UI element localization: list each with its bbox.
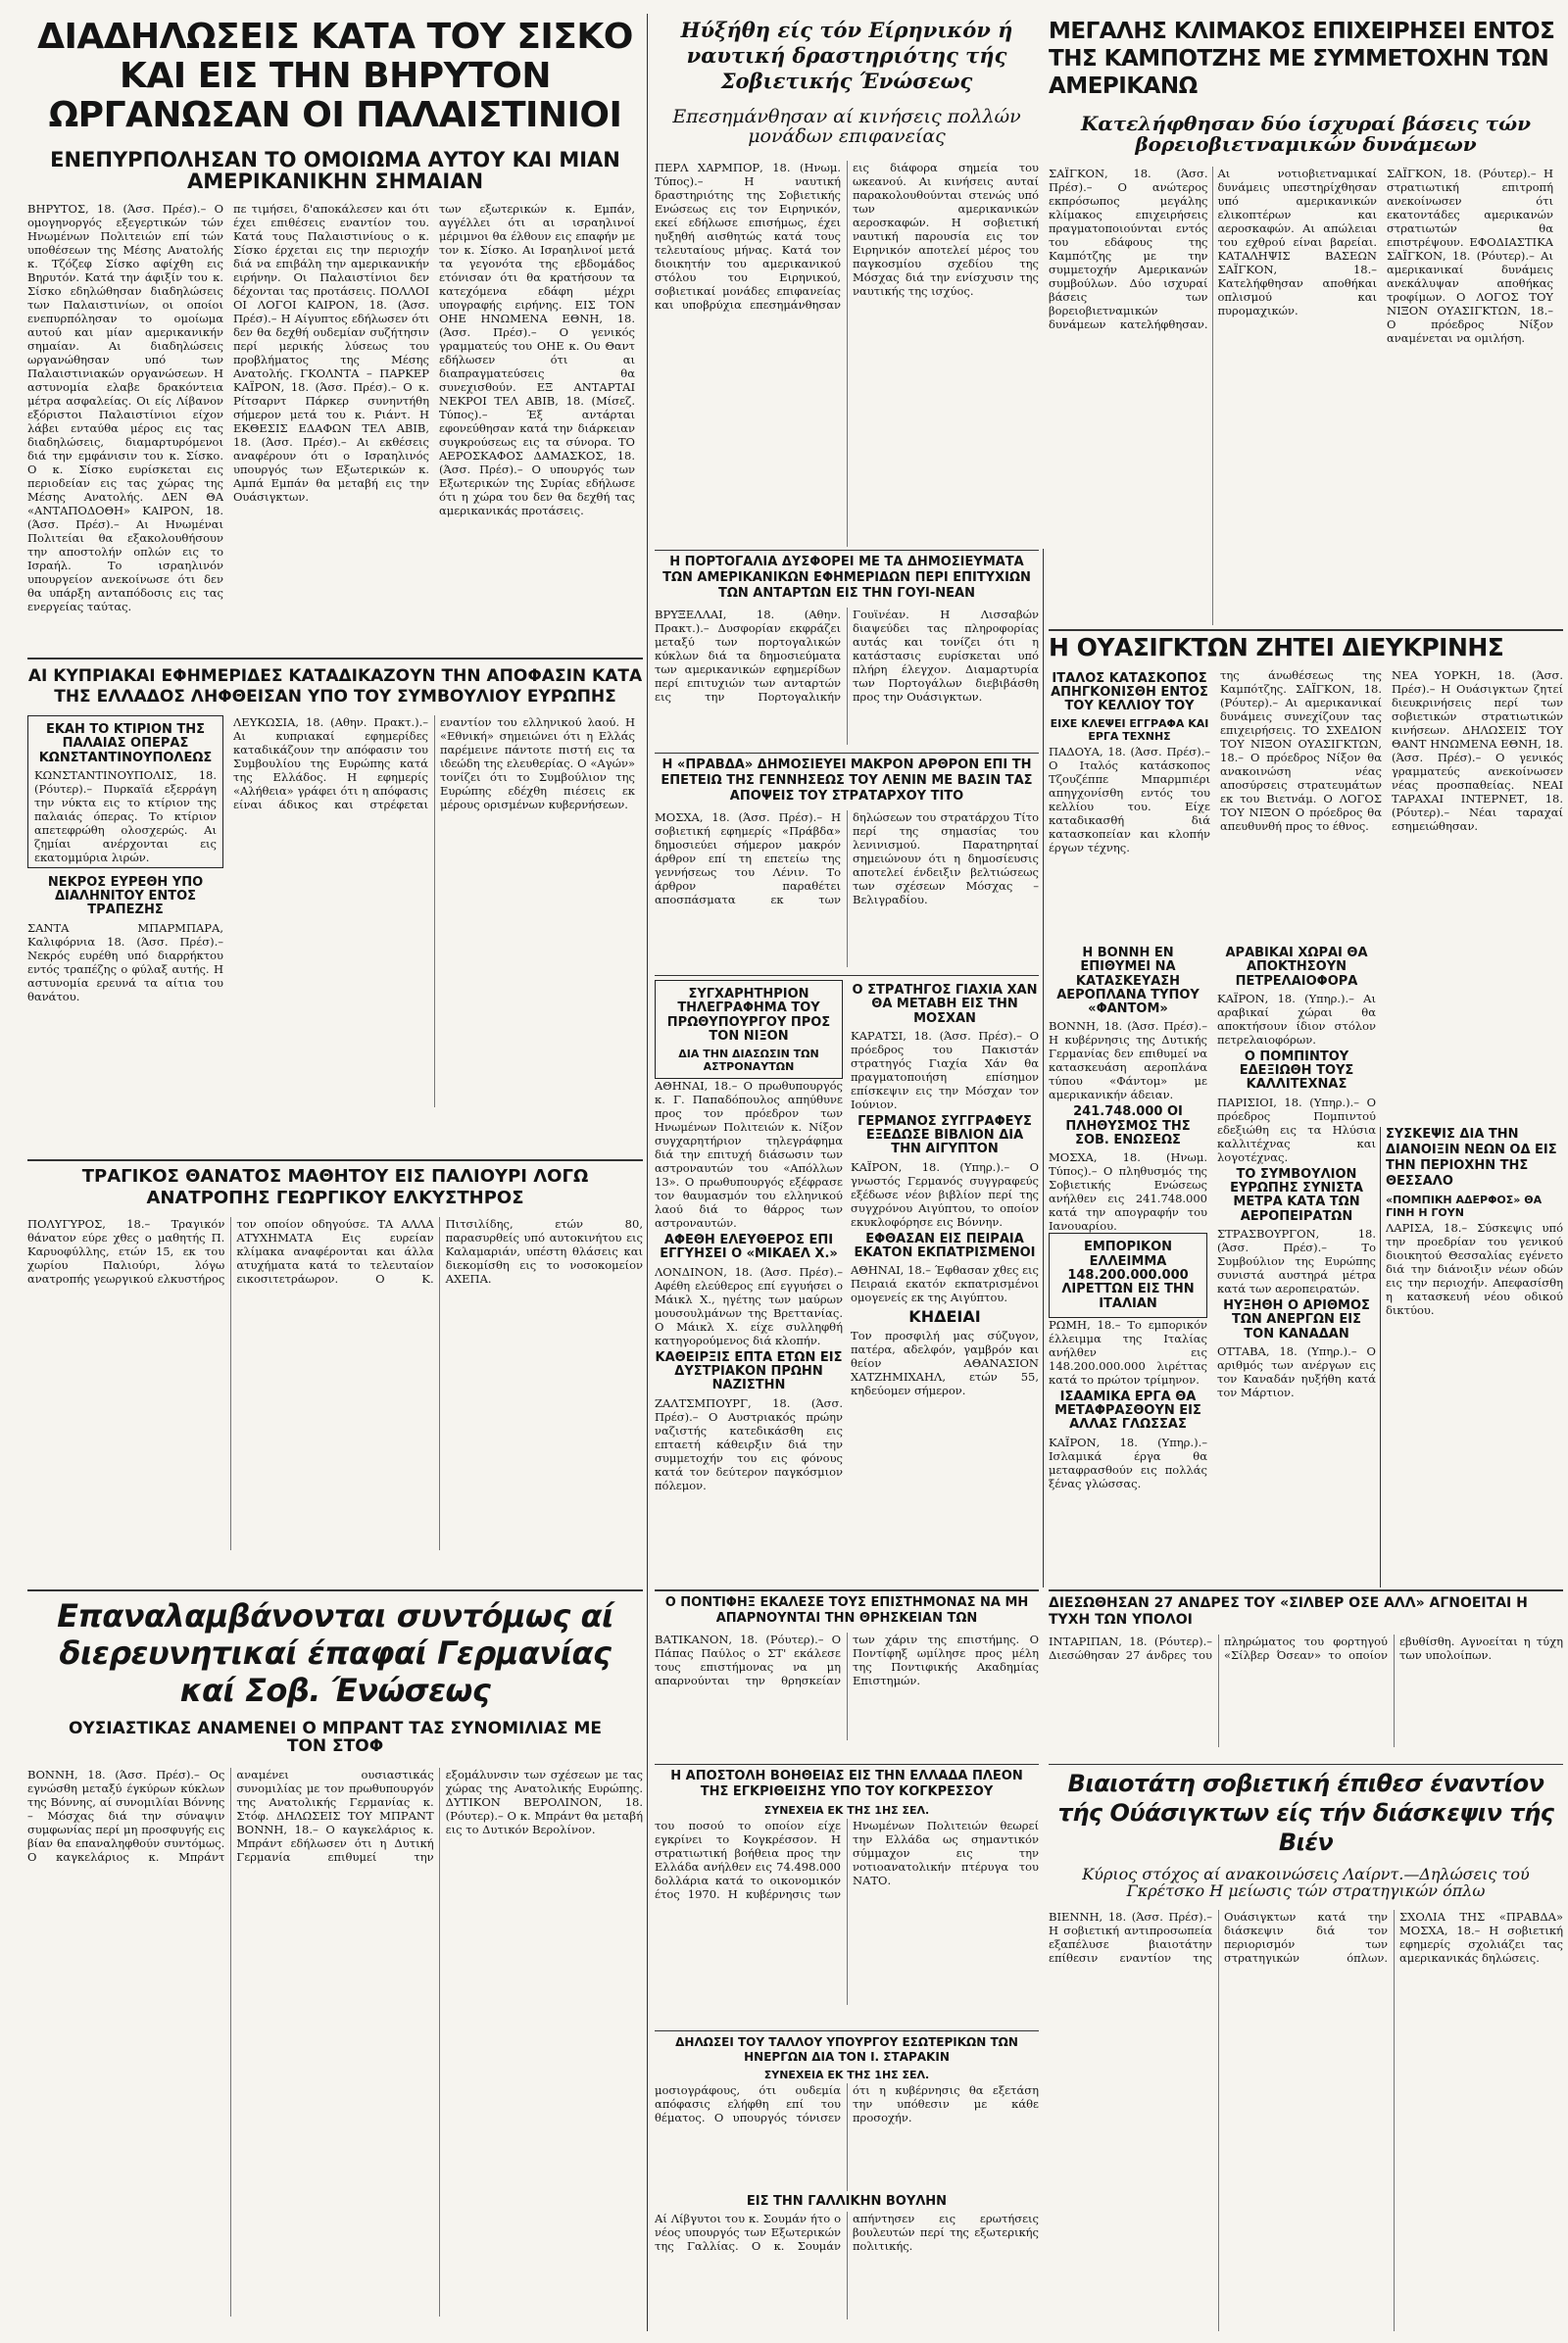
german-writer-headline: ΓΕΡΜΑΝΟΣ ΣΥΓΓΡΑΦΕΥΣ ΕΞΕΔΩΣΕ ΒΙΒΛΙΟΝ ΔΙΑ ΤΗΝ ΑΙΓΥΠΤΟΝ: [858, 1113, 1032, 1157]
greek-aid-story: [655, 1769, 1039, 2028]
minister-statement-headline: ΔΗΛΩΣΕΙ ΤΟΥ ΤΑΛΛΟΥ ΥΠΟΥΡΓΟΥ ΕΣΩΤΕΡΙΚΩΝ ΤΩΝ ΗΝΕΡΓΩΝ ΔΙΑ ΤΟΝ Ι. ΣΤΑΡΑΚΙΝ: [675, 2035, 1018, 2064]
pope-story: [655, 1595, 1039, 1762]
german-writer-body: ΚΑΪΡΟΝ, 18. (Υπηρ.).– Ο γνωστός Γερμανός συγγραφεύς εξέδωσε νέον βιβλίον περί της συγχρόνου Αιγύπτου, το οποίον εκυκλοφόρησε εις Βόννην.: [851, 1159, 1039, 1229]
bonn-moscow-subheadline: ΟΥΣΙΑΣΤΙΚΑΣ ΑΝΑΜΕΝΕΙ Ο ΜΠΡΑΝΤ ΤΑΣ ΣΥΝΟΜΙΛΙΑΣ ΜΕ ΤΟΝ ΣΤΟΦ: [68, 1719, 603, 1756]
greek-aid-headline: Η ΑΠΟΣΤΟΛΗ ΒΟΗΘΕΙΑΣ ΕΙΣ ΤΗΝ ΕΛΛΑΔΑ ΠΛΕΟΝ ΤΗΣ ΕΓΚΡΙΘΕΙΣΗΣ ΥΠΟ ΤΟΥ ΚΟΓΚΡΕΣΣΟΥ: [670, 1769, 1023, 1799]
col2-short-news: [655, 980, 1039, 1587]
divider: [27, 658, 643, 659]
soviet-population-body: ΜΟΣΧΑ, 18. (Ηνωμ. Τύπος).– Ο πληθυσμός της Σοβιετικής Ενώσεως ανήλθεν εις 241.748.000 κατά την απογραφήν του Ιανουαρίου.: [1049, 1150, 1207, 1234]
italian-spy-subheadline: ΕΙΧΕ ΚΛΕΨΕΙ ΕΓΓΡΑΦΑ ΚΑΙ ΕΡΓΑ ΤΕΧΝΗΣ: [1050, 717, 1209, 744]
divider: [655, 753, 1039, 754]
cyprus-body: ΛΕΥΚΩΣΙΑ, 18. (Αθην. Πρακτ.).– Αι κυπριακαί εφημερίδες καταδικάζουν την απόφασιν του Συμβουλίου της Ευρώπης κατά της Ελλάδος. Η εφημερίς «Αλήθεια» γράφει ότι η απόφασις είναι άδικος και στρέφεται εναντίον του ελληνικού λαού. Η «Εθνική» σημειώνει ότι η Ελλάς παρέμεινε πάντοτε πιστή εις τα ιδεώδη της ελευθερίας. Ο «Αγών» τονίζει ότι το Συμβούλιον της Ευρώπης εδέχθη πιέσεις εκ μέρους ορισμένων κυβερνήσεων.: [233, 715, 635, 811]
column-rule: [647, 14, 648, 2331]
sisko-body: ΒΗΡΥΤΟΣ, 18. (Άσσ. Πρέσ).– Ο ομογηνοργός εξεγερτικών τών Ηνωμένων Πολιτειών επί τών υποθέσεων της Μέσης Ανατολής κ. Τζόζεφ Σίσκο αφίχθη εις Βηρυτόν. Κατά την άφιξίν του κ. Σίσκο εδηλώθησαν διαδηλώσεις των Παλαιστινίων, οι οποίοι ενεπυρπόλησαν το ομοίωμα αυτού και μίαν αμερικανικήν σημαίαν. Αι διαδηλώσεις ωργανώθησαν υπό των Παλαιστινιακών οργανώσεων. Η αστυνομία ελαβε δρακόντεια μέτρα ασφαλείας. Οι είς Λίβανον εξόριστοι Παλαιστίνιοι είχον λάβει ενταύθα μέρος εις τας διαδηλώσεις, διαμαρτυρόμενοι διά την εμφάνισιν του κ. Σίσκο. Ο κ. Σίσκο ευρίσκεται εις περιοδείαν εις τας χώρας της Μέσης Ανατολής. ΔΕΝ ΘΑ «ΑΝΤΑΠΟΔΟΘΗ» ΚΑΙΡΟΝ, 18. (Άσσ. Πρέσ).– Αι Ηνωμέναι Πολιτείαι θα εξακολουθήσουν την αποστολήν οπλών εις το Ισραήλ. Το ισραηλινόν υπουργείον ανεκοίνωσε ότι δεν θα υπάρξη ανταπόδοσις εις τας ενεργείας ταύτας.: [27, 202, 223, 614]
divider: [1049, 1764, 1563, 1765]
canada-unemployment-body: ΟΤΤΑΒΑ, 18. (Υπηρ.).– Ο αριθμός των ανέργων εις τον Καναδάν ηυξήθη κατά τον Μάρτιον.: [1217, 1343, 1376, 1399]
washington-body-b: ΝΕΑ ΥΟΡΚΗ, 18. (Άσσ. Πρέσ).– Η Ουάσιγκτων ζητεί διευκρινήσεις περί των σοβιετικών στρατιωτικών κινήσεων. ΔΗΛΩΣΕΙΣ ΤΟΥ ΘΑΝΤ ΗΝΩΜΕΝΑ ΕΘΝΗ, 18. (Άσσ. Πρέσ).– Ο γενικός γραμματεύς ανεκοίνωσεν νέας προσπαθείας. ΝΕΑΙ ΤΑΡΑΧΑΙ ΙΝΤΕΡΝΕΤ, 18. (Ρόυτερ).– Νέαι ταραχαί εσημειώθησαν.: [1392, 667, 1563, 833]
yahya-khan-body: ΚΑΡΑΤΣΙ, 18. (Άσσ. Πρέσ).– Ο πρόεδρος του Πακιστάν στρατηγός Γιαχία Χάν θα πραγματοποιήση επίσημον επίσκεψιν εις την Μόσχαν τον Ιούνιον.: [851, 1028, 1039, 1111]
piraeus-arrivals-headline: ΕΦΘΑΣΑΝ ΕΙΣ ΠΕΙΡΑΙΑ ΕΚΑΤΟΝ ΕΚΠΑΤΡΙΣΜΕΝΟΙ: [854, 1231, 1036, 1261]
portugal-body: ΒΡΥΞΕΛΛΑΙ, 18. (Αθην. Πρακτ.).– Δυσφορίαν εκφράζει μεταξύ των πορτογαλικών κύκλων διά τα δημοσιεύματα των αμερικανικών εφημερίδων περί επιτυχιών των ανταρτών εις την Πορτογαλικήν Γουϊνέαν. Η Λισσαβών διαψεύδει τας πληροφορίας αυτάς και τονίζει ότι η κατάστασις ευρίσκεται υπό πλήρη έλεγχον. Διαμαρτυρία των Πορτογάλων διεβιβάσθη προς την Ουάσιγκτων.: [655, 608, 1039, 704]
italy-deficit-headline: ΕΜΠΟΡΙΚΟΝ ΕΛΛΕΙΜΜΑ 148.200.000.000 ΛΙΡΕΤΤΩΝ ΕΙΣ ΤΗΝ ΙΤΑΛΙΑΝ: [1061, 1240, 1195, 1311]
minister-statement-continued: ΣΥΝΕΧΕΙΑ ΕΚ ΤΗΣ 1ΗΣ ΣΕΛ.: [763, 2069, 930, 2081]
pompidou-body: ΠΑΡΙΣΙΟΙ, 18. (Υπηρ.).– Ο πρόεδρος Πομπιντού εδεξιώθη εις τα Ηλύσια καλλιτέχνας και λογοτέχνας.: [1217, 1095, 1376, 1164]
bonn-moscow-body: ΒΟΝΝΗ, 18. (Άσσ. Πρέσ).– Ος εγνώσθη μεταξύ έγκύρων κύκλων της Βόννης, αί συνομιλίαι Βόννης – Μόσχας διά την σύναψιν συμφωνίας περί μη προσφυγής εις βίαν θα επαναληφθούν συντόμως. Ο καγκελάριος κ. Μπράντ αναμένει ουσιαστικάς συνομιλίας με τον πρωθυπουργόν της Ανατολικής Γερμανίας κ. Στόφ. ΔΗΛΩΣΕΙΣ ΤΟΥ ΜΠΡΑΝΤ ΒΟΝΝΗ, 18.– Ο καγκελάριος κ. Μπράντ εδήλωσεν ότι η Δυτική Γερμανία επιθυμεί την εξομάλυνσιν των σχέσεων με τας χώρας της Ανατολικής Ευρώπης. ΔΥΤΙΚΟΝ ΒΕΡΟΛΙΝΟΝ, 18. (Ρόυτερ).– Ο κ. Μπράντ θα μεταβή εις το Δυτικόν Βερολίνον.: [27, 1767, 643, 1864]
pope-body: ΒΑΤΙΚΑΝΟΝ, 18. (Ρόυτερ).– Ο Πάπας Παύλος ο ΣΤ' εκάλεσε τους επιστήμονας να μη απαρνούνται την θρησκείαν των χάριν της επιστήμης. Ο Ποντίφηξ ωμίλησε προς μέλη της Ποντιφικής Ακαδημίας Επιστημών.: [655, 1633, 1039, 1687]
sisko-headline: ΔΙΑΔΗΛΩΣΕΙΣ ΚΑΤΑ ΤΟΥ ΣΙΣΚΟ ΚΑΙ ΕΙΣ ΤΗΝ ΒΗΡΥΤΟΝ ΩΡΓΑΝΩΣΑΝ ΟΙ ΠΑΛΑΙΣΤΙΝΙΟΙ: [37, 18, 633, 135]
vienna-subheadline: Κύριος στόχος αί ανακοινώσεις Λαίρντ.—Δηλώσεις τού Γκρέτσκο Η μείωσις τών στρατηγικών όπλω: [1082, 1865, 1530, 1900]
cyprus-story: [27, 666, 643, 1156]
cambodia-body: ΣΑΪΓΚΟΝ, 18. (Άσσ. Πρέσ).– Ο ανώτερος εκπρόσωπος μεγάλης κλίμακος επιχειρήσεις πραγματοποιούνται εντός του εδάφους της Καμπότζης με την συμμετοχήν Αμερικανών συμβούλων. Δύο ισχυραί βάσεις των βορειοβιετναμικών δυνάμεων κατελήφθησαν. Αι νοτιοβιετναμικαί δυνάμεις υπεστηρίχθησαν υπό αμερικανικών ελικοπτέρων και αεροσκαφών. Αι απώλειαι του εχθρού είναι βαρείαι. ΚΑΤΑΛΗΨΙΣ ΒΑΣΕΩΝ ΣΑΪΓΚΟΝ, 18.– Κατελήφθησαν αποθήκαι οπλισμού και πυρομαχικών.: [1049, 167, 1377, 331]
sisko-body-c: των εξωτερικών κ. Εμπάν, αγγέλλει ότι αι ισραηλινοί μέριμνοι θα έλθουν εις επαφήν με τον κ. Σίσκο. Αι Ισραηλινοί μετά τα γεγονότα της εβδομάδος ετόνισαν ότι θα κρατήσουν τα κατεχόμενα εδάφη μέχρι υπογραφής ειρήνης. ΕΙΣ ΤΟΝ ΟΗΕ ΗΝΩΜΕΝΑ ΕΘΝΗ, 18. (Άσσ. Πρέσ).– Ο γενικός γραμματεύς του ΟΗΕ κ. Ου Θαντ εδήλωσεν ότι αι διαπραγματεύσεις θα συνεχισθούν. ΕΞ ΑΝΤΑΡΤΑΙ ΝΕΚΡΟΙ ΤΕΛ ΑΒΙΒ, 18. (Μίσεζ. Τύπος).– Έξ αντάρται εφονεύθησαν κατά την διάρκειαν συγκρούσεως εις τα σύνορα. ΤΟ ΑΕΡΟΣΚΑΦΟΣ ΔΑΜΑΣΚΟΣ, 18. (Άσσ. Πρέσ).– Ο υπουργός των Εξωτερικών της Συρίας εδήλωσε ότι η χώρα του δεν θα δεχθή τας αμερικανικάς προτάσεις.: [439, 202, 635, 518]
michael-x-body: ΛΟΝΔΙΝΟΝ, 18. (Άσσ. Πρέσ).– Αφέθη ελεύθερος επί εγγυήσει ο Μάικλ Χ., ηγέτης των μαύρων μουσουλμάνων της Βρεττανίας. Ο Μάικλ Χ. είχε συλληφθή κατηγορούμενος διά κλοπήν.: [655, 1264, 843, 1347]
greek-aid-continued: ΣΥΝΕΧΕΙΑ ΕΚ ΤΗΣ 1ΗΣ ΣΕΛ.: [763, 1804, 930, 1817]
vienna-body: ΒΙΕΝΝΗ, 18. (Άσσ. Πρέσ).– Η σοβιετική αντιπροσωπεία εξαπέλυσε βιαιοτάτην επίθεσιν εναντίον της Ουάσιγκτων κατά την διάσκεψιν διά τον περιορισμόν των στρατηγικών όπλων. ΣΧΟΛΙΑ ΤΗΣ «ΠΡΑΒΔΑ» ΜΟΣΧΑ, 18.– Η σοβιετική εφημερίς σχολιάζει τας αμερικανικάς δηλώσεις.: [1049, 1909, 1563, 1965]
silver-ocean-story: [1049, 1595, 1563, 1762]
soviet-navy-subheadline: Επεσημάνθησαν αί κινήσεις πολλών μονάδων επιφανείας: [672, 106, 1021, 147]
divider: [655, 550, 1039, 551]
cambodia-subheadline: Κατελήφθησαν δύο ίσχυραί βάσεις τών βορειοβιετναμικών δυνάμεων: [1081, 112, 1531, 156]
portugal-headline: Η ΠΟΡΤΟΓΑΛΙΑ ΔΥΣΦΟΡΕΙ ΜΕ ΤΑ ΔΗΜΟΣΙΕΥΜΑΤΑ ΤΩΝ ΑΜΕΡΙΚΑΝΙΚΩΝ ΕΦΗΜΕΡΙΔΩΝ ΠΕΡΙ ΕΠΙΤΥΧΙΩΝ ΤΩΝ ΑΝΤΑΡΤΩΝ ΕΙΣ ΤΗΝ ΓΟΥΙ-ΝΕΑΝ: [662, 555, 1031, 601]
arab-tankers-body: ΚΑΪΡΟΝ, 18. (Υπηρ.).– Αι αραβικαί χώραι θα αποκτήσουν ίδιον στόλον πετρελαιοφόρων.: [1217, 991, 1376, 1047]
italy-deficit-body: ΡΩΜΗ, 18.– Το εμπορικόν έλλειμμα της Ιταλίας ανήλθεν εις 148.200.000.000 λιρέττας κατά το πρώτον τρίμηνον.: [1049, 1317, 1207, 1387]
column-rule: [1380, 1127, 1381, 1587]
col3-short-news: [1049, 943, 1377, 1589]
cambodia-headline: ΜΕΓΑΛΗΣ ΚΛΙΜΑΚΟΣ ΕΠΙΧΕΙΡΗΣΕΙ ΕΝΤΟΣ ΤΗΣ ΚΑΜΠΟΤΖΗΣ ΜΕ ΣΥΜΜΕΤΟΧΗΝ ΤΩΝ ΑΜΕΡΙΚΑΝΩ: [1049, 19, 1555, 99]
student-body: ΠΟΛΥΓΥΡΟΣ, 18.– Τραγικόν θάνατον εύρε χθες ο μαθητής Π. Καρυοφύλλης, ετών 15, εκ του χωρίου Παλιούρι, λόγω ανατροπής γεωργικού ελκυστήρος τον οποίον οδηγούσε. ΤΑ ΑΛΛΑ ΑΤΥΧΗΜΑΤΑ Εις ευρείαν κλίμακα αναφέρονται και άλλα ατυχήματα κατά το τελευταίον εικοσιτετράωρον. Ο Κ. Πιτσιλίδης, ετών 80, παρασυρθείς υπό αυτοκινήτου εις Καλαμαριάν, υπέστη θλάσεις και διεκομίσθη εις το νοσοκομείον ΑΧΕΠΑ.: [27, 1217, 643, 1286]
student-headline: ΤΡΑΓΙΚΟΣ ΘΑΝΑΤΟΣ ΜΑΘΗΤΟΥ ΕΙΣ ΠΑΛΙΟΥΡΙ ΛΟΓΩ ΑΝΑΤΡΟΠΗΣ ΓΕΩΡΓΙΚΟΥ ΕΛΚΥΣΤΗΡΟΣ: [81, 1166, 589, 1208]
thessaly-headline: ΣΥΣΚΕΨΙΣ ΔΙΑ ΤΗΝ ΔΙΑΝΟΙΞΙΝ ΝΕΩΝ ΟΔ ΕΙΣ ΤΗΝ ΠΕΡΙΟΧΗΝ ΤΗΣ ΘΕΣΣΑΛΟ: [1386, 1127, 1557, 1189]
pope-headline: Ο ΠΟΝΤΙΦΗΞ ΕΚΑΛΕΣΕ ΤΟΥΣ ΕΠΙΣΤΗΜΟΝΑΣ ΝΑ ΜΗ ΑΠΑΡΝΟΥΝΤΑΙ ΤΗΝ ΘΡΗΣΚΕΙΑΝ ΤΩΝ: [664, 1595, 1029, 1626]
washington-body: της άνωθέσεως της Καμπότζης. ΣΑΪΓΚΟΝ, 18. (Ρόυτερ).– Αι αμερικανικαί δυνάμεις συνεχίζουν τας επιχειρήσεις. ΤΟ ΣΧΕΔΙΟΝ ΤΟΥ ΝΙΞΟΝ ΟΥΑΣΙΓΚΤΩΝ, 18.– Ο πρόεδρος Νίξον θα ανακοινώση νέας αποσύρσεις στρατευμάτων εκ του Βιετνάμ. Ο ΛΟΓΟΣ ΤΟΥ ΝΙΞΟΝ Ο πρόεδρος θα απευθυνθή προς το έθνος.: [1220, 667, 1382, 833]
phantom-headline: Η ΒΟΝΝΗ ΕΝ ΕΠΙΘΥΜΕΙ ΝΑ ΚΑΤΑΣΚΕΥΑΣΗ ΑΕΡΟΠΛΑΝΑ ΤΥΠΟΥ «ΦΑΝΤΟΜ»: [1056, 946, 1200, 1017]
washington-headline: Η ΟΥΑΣΙΓΚΤΩΝ ΖΗΤΕΙ ΔΙΕΥΚΡΙΝΗΣ: [1049, 635, 1504, 661]
nazi-sentence-body: ΖΑΛΤΣΜΠΟΥΡΓ, 18. (Άσσ. Πρέσ).– Ο Αυστριακός πρώην ναζιστής κατεδικάσθη εις επταετή κάθειρξιν διά την συμμετοχήν του εις φόνους κατά τον δεύτερον παγκόσμιον πόλεμον.: [655, 1395, 843, 1492]
italian-spy-body: ΠΑΔΟΥΑ, 18. (Άσσ. Πρέσ).– Ο Ιταλός κατάσκοπος Τζουζέππε Μπαρμπιέρι απηγχονίσθη εντός του κελλίου του. Είχε καταδικασθή διά κατασκοπείαν και κλοπήν έργων τέχνης.: [1049, 745, 1210, 855]
nixon-telegram-subheadline: ΔΙΑ ΤΗΝ ΔΙΑΣΩΣΙΝ ΤΩΝ ΑΣΤΡΟΝΑΥΤΩΝ: [678, 1048, 819, 1074]
pravda-story: [655, 757, 1039, 973]
sisko-story: [27, 18, 643, 655]
pravda-headline: Η «ΠΡΑΒΔΑ» ΔΗΜΟΣΙΕΥΕΙ ΜΑΚΡΟΝ ΑΡΘΡΟΝ ΕΠΙ ΤΗ ΕΠΕΤΕΙΩ ΤΗΣ ΓΕΝΝΗΣΕΩΣ ΤΟΥ ΛΕΝΙΝ ΜΕ ΒΑΣΙΝ ΤΑΣ ΑΠΟΨΕΙΣ ΤΟΥ ΣΤΡΑΤΑΡΧΟΥ ΤΙΤΟ: [661, 757, 1033, 804]
soviet-navy-headline: Ηύξήθη είς τόν Είρηνικόν ή ναυτική δραστηριότης τής Σοβιετικής Ένώσεως: [680, 18, 1013, 93]
divider: [1049, 629, 1563, 631]
italian-spy-headline: ΙΤΑΛΟΣ ΚΑΤΑΣΚΟΠΟΣ ΑΠΗΓΚΟΝΙΣΘΗ ΕΝΤΟΣ ΤΟΥ ΚΕΛΛΙΟΥ ΤΟΥ: [1051, 670, 1208, 714]
yahya-khan-headline: Ο ΣΤΡΑΤΗΓΟΣ ΓΙΑΧΙΑ ΧΑΝ ΘΑ ΜΕΤΑΒΗ ΕΙΣ ΤΗΝ ΜΟΣΧΑΝ: [852, 983, 1038, 1026]
cambodia-story: [1049, 18, 1563, 625]
greek-aid-body: του ποσού το οποίον είχε εγκρίνει το Κογκρέσσον. Η στρατιωτική βοήθεια προς την Ελλάδα ανήλθεν εις 74.498.000 δολλάρια κατά το οικονομικόν έτος 1970. Η κυβέρνησις των Ηνωμένων Πολιτειών θεωρεί την Ελλάδα ως σημαντικόν σύμμαχον εις την νοτιοανατολικήν πτέρυγα του ΝΑΤΟ.: [655, 1819, 1039, 1901]
bonn-moscow-story: [27, 1597, 643, 2327]
bank-death-headline: ΝΕΚΡΟΣ ΕΥΡΕΘΗ ΥΠΟ ΔΙΑΛΗΝΙΤΟΥ ΕΝΤΟΣ ΤΡΑΠΕΖΗΣ: [47, 874, 204, 918]
opera-fire-headline: ΕΚΑΗ ΤΟ ΚΤΙΡΙΟΝ ΤΗΣ ΠΑΛΑΙΑΣ ΟΠΕΡΑΣ ΚΩΝΣΤΑΝΤΙΝΟΥΠΟΛΕΩΣ: [38, 722, 213, 765]
nixon-telegram-body: ΑΘΗΝΑΙ, 18.– Ο πρωθυπουργός κ. Γ. Παπαδόπουλος απηύθυνε προς τον πρόεδρον των Ηνωμένων Πολιτειών κ. Νίξον συγχαρητήριον τηλεγράφημα διά την επιτυχή διάσωσιν των αστροναυτών του «Απόλλων 13». Ο πρωθυπουργός εξέφρασε τον θαυμασμόν του ελληνικού λαού διά το θάρρος των αστροναυτών.: [655, 1079, 843, 1231]
nixon-telegram-headline: ΣΥΓΧΑΡΗΤΗΡΙΟΝ ΤΗΛΕΓΡΑΦΗΜΑ ΤΟΥ ΠΡΩΘΥΠΟΥΡΓΟΥ ΠΡΟΣ ΤΟΝ ΝΙΞΟΝ: [666, 987, 831, 1044]
funerals-headline: ΚΗΔΕΙΑΙ: [908, 1307, 981, 1327]
nazi-sentence-headline: ΚΑΘΕΙΡΞΙΣ ΕΠΤΑ ΕΤΩΝ ΕΙΣ ΔΥΣΤΡΙΑΚΟΝ ΠΡΩΗΝ ΝΑΖΙΣΤΗΝ: [655, 1349, 843, 1393]
cambodia-body-b: ΣΑΪΓΚΟΝ, 18. (Ρόυτερ).– Η στρατιωτική επιτροπή ανεκοίνωσεν ότι εκατοντάδες αμερικανών στρατιωτών θα επιστρέψουν. ΕΦΟΔΙΑΣΤΙΚΑ ΣΑΪΓΚΟΝ, 18. (Ρόυτερ).– Αι αμερικανικαί δυνάμεις ανεκάλυψαν αποθήκας τροφίμων. Ο ΛΟΓΟΣ ΤΟΥ ΝΙΞΟΝ ΟΥΑΣΙΓΚΤΩΝ, 18.– Ο πρόεδρος Νίξον αναμένεται να ομιλήση.: [1387, 167, 1553, 345]
column-rule: [1043, 549, 1044, 1587]
thessaly-body: ΛΑΡΙΣΑ, 18.– Σύσκεψις υπό την προεδρίαν του γενικού διοικητού Θεσσαλίας εγένετο διά την διάνοιξιν νέων οδών εις την περιοχήν. Απεφασίσθη η κατασκευή νέου οδικού δικτύου.: [1386, 1221, 1563, 1317]
sisko-subheadline: ΕΝΕΠΥΡΠΟΛΗΣΑΝ ΤΟ ΟΜΟΙΩΜΑ ΑΥΤΟΥ ΚΑΙ ΜΙΑΝ ΑΜΕΡΙΚΑΝΙΚΗΝ ΣΗΜΑΙΑΝ: [50, 148, 620, 194]
thessaly-story: [1386, 1127, 1563, 1587]
minister-statement-body: μοσιογράφους, ότι ουδεμία απόφασις ελήφθη επί του θέματος. Ο υπουργός τόνισεν ότι η κυβέρνησις θα εξετάση την υπόθεσιν με κάθε προσοχήν.: [655, 2083, 1039, 2124]
bonn-moscow-headline: Επαναλαμβάνονται συντόμως αί διερευνητικαί έπαφαί Γερμανίας καί Σοβ. Ένώσεως: [57, 1597, 613, 1709]
divider: [27, 1159, 643, 1161]
thessaly-subheadline: «ΠΟΜΠΙΚΗ ΑΔΕΡΦΟΣ» ΘΑ ΓΙΝΗ Η ΓΟΥΝ: [1386, 1194, 1543, 1219]
opera-fire-body: ΚΩΝΣΤΑΝΤΙΝΟΥΠΟΛΙΣ, 18. (Ρόυτερ).– Πυρκαϊά εξερράγη την νύκτα εις το κτίριον της παλαιάς όπερας. Το κτίριον απετεφρώθη ολοσχερώς. Αι ζημίαι ανέρχονται εις εκατομμύρια λιρών.: [34, 767, 217, 864]
pompidou-headline: Ο ΠΟΜΠΙΝΤΟΥ ΕΔΕΞΙΩΘΗ ΤΟΥΣ ΚΑΛΛΙΤΕΧΝΑΣ: [1239, 1049, 1354, 1093]
divider: [655, 2030, 1039, 2031]
michael-x-headline: ΑΦΕΘΗ ΕΛΕΥΘΕΡΟΣ ΕΠΙ ΕΓΓΥΗΣΕΙ Ο «ΜΙΚΑΕΛ Χ.»: [660, 1233, 838, 1262]
vienna-story: [1049, 1769, 1563, 2332]
council-europe-headline: ΤΟ ΣΥΜΒΟΥΛΙΟΝ ΕΥΡΩΠΗΣ ΣΥΝΙΣΤΑ ΜΕΤΡΑ ΚΑΤΑ ΤΩΝ ΑΕΡΟΠΕΙΡΑΤΩΝ: [1230, 1166, 1363, 1224]
divider: [27, 1589, 643, 1591]
funerals-body: Τον προσφιλή μας σύζυγον, πατέρα, αδελφόν, γαμβρόν και θείον ΑΘΑΝΑΣΙΟΝ ΧΑΤΖΗΜΙΧΑΗΛ, ετών 55, κηδεύομεν σήμερον.: [851, 1328, 1039, 1397]
soviet-navy-story: [655, 18, 1039, 547]
silver-ocean-headline: ΔΙΕΣΩΘΗΣΑΝ 27 ΑΝΔΡΕΣ ΤΟΥ «ΣΙΛΒΕΡ ΟΣΕ ΑΛΛ» ΑΓΝΟΕΙΤΑΙ Η ΤΥΧΗ ΤΩΝ ΥΠΟΛΟΙ: [1049, 1595, 1528, 1628]
pravda-body: ΜΟΣΧΑ, 18. (Άσσ. Πρέσ).– Η σοβιετική εφημερίς «Πράβδα» δημοσιεύει σήμερον μακρόν άρθρον επί τη επετείω της γεννήσεως του Λένιν. Το άρθρον παραθέτει αποσπάσματα εκ των δηλώσεων του στρατάρχου Τίτο περί της σημασίας του λενινισμού. Παρατηρηταί σημειώνουν ότι η δημοσίευσις αποτελεί ένδειξιν βελτιώσεως των σχέσεων Μόσχας – Βελιγραδίου.: [655, 810, 1039, 906]
vienna-headline: Βιαιοτάτη σοβιετική έπιθεσ έναντίον τής Ούάσιγκτων είς τήν διάσκεψιν τής Βιέν: [1057, 1770, 1554, 1856]
washington-story: [1049, 635, 1563, 939]
student-story: [27, 1166, 643, 1587]
divider: [655, 1589, 1039, 1591]
silver-ocean-body: ΙΝΤΑΡΙΠΑΝ, 18. (Ρόυτερ).– Διεσώθησαν 27 άνδρες του πληρώματος του φορτηγού «Σίλβερ Όσεαν» το οποίον εβυθίσθη. Αγνοείται η τύχη των υπολοίπων.: [1049, 1635, 1563, 1662]
arab-tankers-headline: ΑΡΑΒΙΚΑΙ ΧΩΡΑΙ ΘΑ ΑΠΟΚΤΗΣΟΥΝ ΠΕΤΡΕΛΑΙΟΦΟΡΑ: [1225, 946, 1368, 989]
divider: [655, 975, 1039, 976]
bank-death-body: ΣΑΝΤΑ ΜΠΑΡΜΠΑΡΑ, Καλιφόρνια 18. (Άσσ. Πρέσ).– Νεκρός ευρέθη υπό διαρρήκτου εντός τραπέζης ο φύλαξ αυτής. Η αστυνομία ερευνά τα αίτια του θανάτου.: [27, 920, 223, 1003]
divider: [655, 1764, 1039, 1765]
council-europe-body: ΣΤΡΑΣΒΟΥΡΓΟΝ, 18. (Άσσ. Πρέσ).– Το Συμβούλιον της Ευρώπης συνιστά αυστηρά μέτρα κατά των αεροπειρατών.: [1217, 1226, 1376, 1295]
french-parliament-body: Αί Λίβγυτοι του κ. Σουμάν ήτο ο νέος υπουργός των Εξωτερικών της Γαλλίας. Ο κ. Σουμάν απήντησεν εις ερωτήσεις βουλευτών περί της εξωτερικής πολιτικής.: [655, 2212, 1039, 2254]
soviet-navy-body: ΠΕΡΛ ΧΑΡΜΠΟΡ, 18. (Ηνωμ. Τύπος).– Η ναυτική δραστηριότης της Σοβιετικής Ενώσεως εις τον Ειρηνικόν, εκεί εδήλωσε επισήμως, έχει ηυξηθή αισθητώς κατά τους τελευταίους μήνας. Κατά τον διοικητήν του αμερικανικού στόλου του Ειρηνικού, σοβιετικαί μονάδες επιφανείας και υποβρύχια επεσημάνθησαν εις διάφορα σημεία του ωκεανού. Αι κινήσεις αυταί παρακολουθούνται στενώς υπό των αμερικανικών αεροσκαφών. Η σοβιετική ναυτική παρουσία εις τον Ειρηνικόν αποτελεί μέρος του παγκοσμίου σχεδίου της Μόσχας διά την ενίσχυσιν της ναυτικής της ισχύος.: [655, 160, 1039, 312]
canada-unemployment-headline: ΗΥΞΗΘΗ Ο ΑΡΙΘΜΟΣ ΤΩΝ ΑΝΕΡΓΩΝ ΕΙΣ ΤΟΝ ΚΑΝΑΔΑΝ: [1223, 1297, 1370, 1342]
cyprus-headline: ΑΙ ΚΥΠΡΙΑΚΑΙ ΕΦΗΜΕΡΙΔΕΣ ΚΑΤΑΔΙΚΑΖΟΥΝ ΤΗΝ ΑΠΟΦΑΣΙΝ ΚΑΤΑ ΤΗΣ ΕΛΛΑΔΟΣ ΛΗΦΘΕΙΣΑΝ ΥΠΟ ΤΟΥ ΣΥΜΒΟΥΛΙΟΥ ΕΥΡΩΠΗΣ: [27, 666, 643, 707]
soviet-population-headline: 241.748.000 ΟΙ ΠΛΗΘΥΣΜΟΣ ΤΗΣ ΣΟΒ. ΕΝΩΣΕΩΣ: [1065, 1104, 1191, 1148]
minister-statement-story: [655, 2035, 1039, 2329]
phantom-body: ΒΟΝΝΗ, 18. (Άσσ. Πρέσ).– Η κυβέρνησις της Δυτικής Γερμανίας δεν επιθυμεί να κατασκευάση αεροπλάνα τύπου «Φάντομ» με αμερικανικήν άδειαν.: [1049, 1019, 1207, 1102]
sisko-body-b: πε τιμήσει, δ'αποκάλεσεν και ότι έχει επιθέσεις εναντίον του. Κατά τους Παλαιστινίους ο κ. Σίσκο έρχεται εις την περιοχήν διά να επιβάλη την αμερικανικήν ειρήνην. Οι Παλαιστίνιοι δεν δέχονται τας προτάσεις. ΠΟΛΛΟΙ ΟΙ ΛΟΓΟΙ ΚΑΙΡΟΝ, 18. (Άσσ. Πρέσ).– Η Αίγυπτος εδήλωσεν ότι δεν θα δεχθή ουδεμίαν συζήτησιν περί μερικής λύσεως του προβλήματος της Μέσης Ανατολής. ΓΚΟΛΝΤΑ – ΠΑΡΚΕΡ ΚΑΪΡΟΝ, 18. (Άσσ. Πρέσ).– Ο κ. Ρίτσαρντ Πάρκερ συνηντήθη σήμερον μετά του κ. Ριάντ. Η ΕΚΘΕΣΙΣ ΕΔΑΦΩΝ ΤΕΛ ΑΒΙΒ, 18. (Άσσ. Πρέσ).– Αι εκθέσεις αναφέρουν ότι ο Ισραηλινός υπουργός των Εξωτερικών κ. Αμπά Εμπάν θα μεταβή εις την Ουάσιγκτων.: [233, 202, 429, 505]
islamic-works-body: ΚΑΪΡΟΝ, 18. (Υπηρ.).– Ισλαμικά έργα θα μεταφρασθούν εις πολλάς ξένας γλώσσας.: [1049, 1435, 1207, 1490]
french-parliament-headline: ΕΙΣ ΤΗΝ ΓΑΛΛΙΚΗΝ ΒΟΥΛΗΝ: [746, 2194, 948, 2209]
divider: [1049, 1589, 1563, 1591]
piraeus-arrivals-body: ΑΘΗΝΑΙ, 18.– Έφθασαν χθες εις Πειραιά εκατόν εκπατρισμένοι ομογενείς εκ της Αιγύπτου.: [851, 1263, 1039, 1305]
islamic-works-headline: ΙΣΑΑΜΙΚΑ ΕΡΓΑ ΘΑ ΜΕΤΑΦΡΑΣΘΟΥΝ ΕΙΣ ΑΛΛΑΣ ΓΛΩΣΣΑΣ: [1054, 1389, 1201, 1433]
portugal-story: [655, 555, 1039, 751]
